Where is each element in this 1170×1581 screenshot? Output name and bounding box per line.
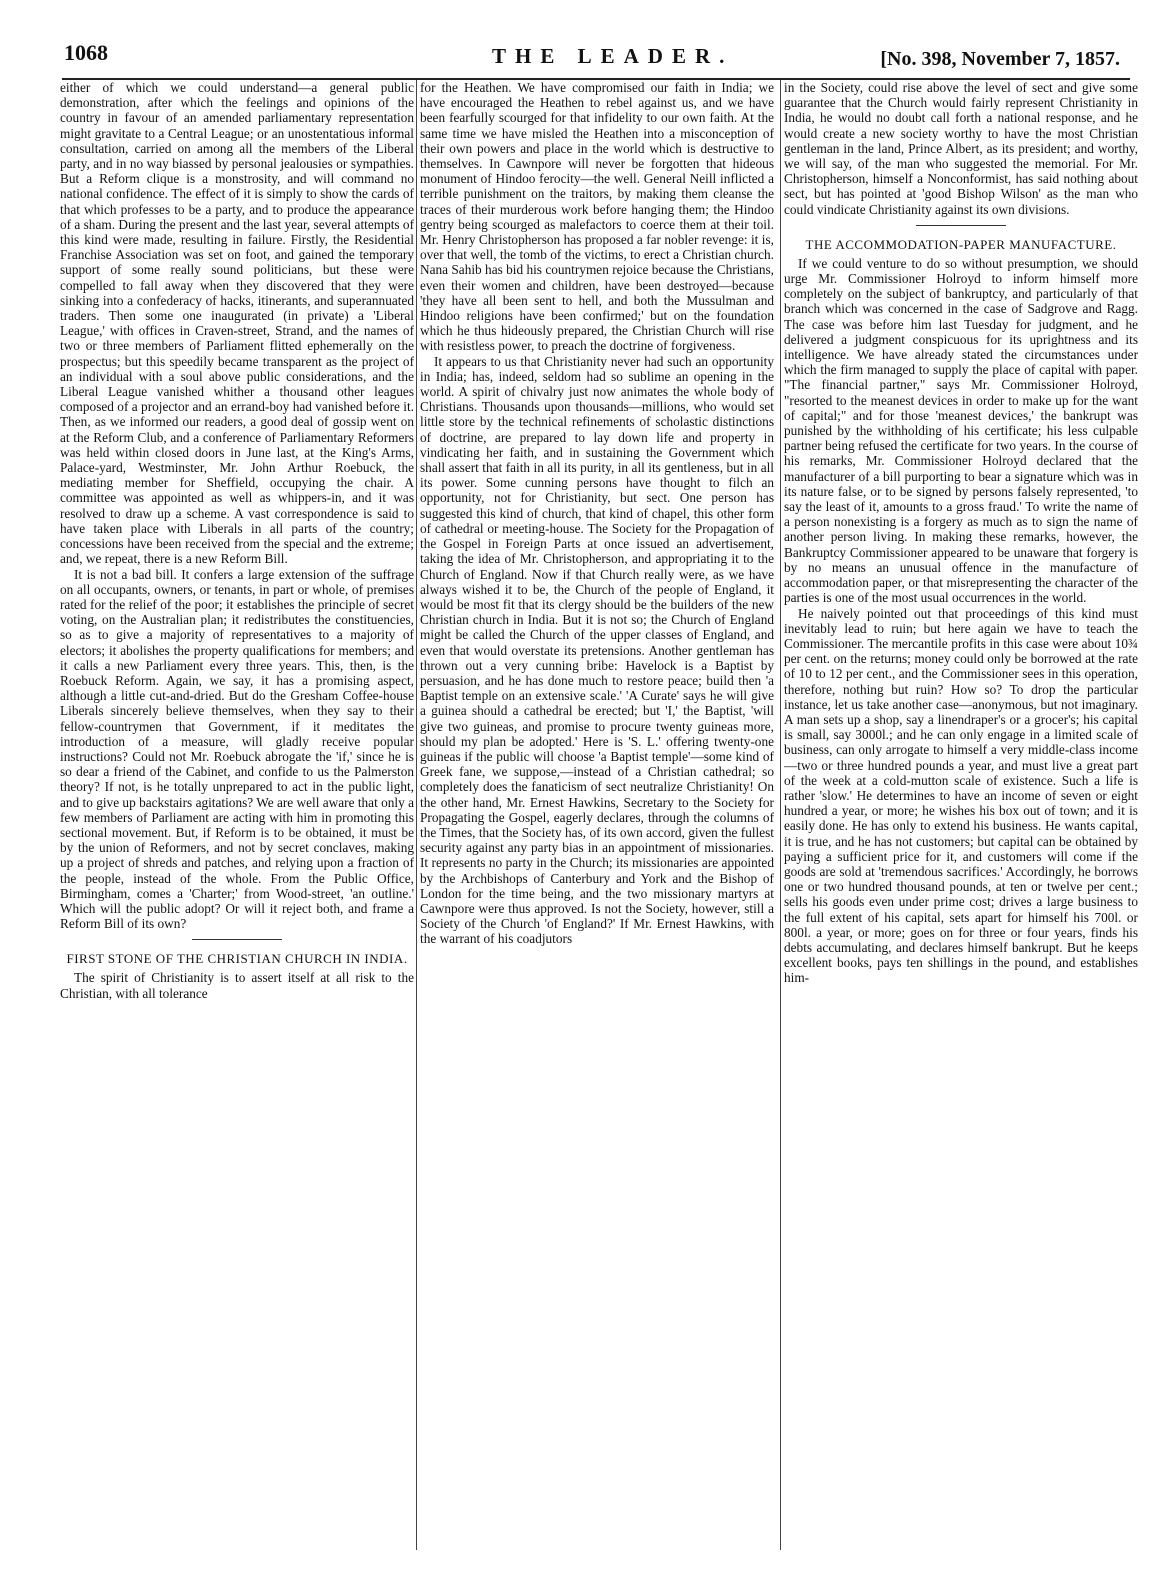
masthead: [62, 40, 1130, 76]
paragraph: either of which we could understand—a general public demonstration, after which the feelings and opinions of the country in favour of an amended parliamentary representation might gravitate to a Central League; or an unostentatious informal consultation, carried on among all the members of the Liberal party, and in no way biassed by personal jealousies or sympathies. But a Reform clique is a monstrosity, and will command no national confidence. The effect of it is simply to show the cards of that which professes to be a party, and to produce the appearance of a sham. During the present and the last year, several attempts of this kind were made, resulting in failure. Firstly, the Residential Franchise Association was set on foot, and gained the temporary support of some really sound politicians, but these were compelled to fall away when they discovered that they were sinking into a confederacy of hacks, itinerants, and superannuated traders. Then some one inaugurated (in private) a 'Liberal League,' with offices in Craven-street, Strand, and the names of two or three members of Parliament flitted ephemerally on the prospectus; but this speedily became transparent as the project of an individual with a soul above public considerations, and the Liberal League vanished whither a thousand other leagues composed of a projector and an errand-boy had vanished before it. Then, as we informed our readers, a good deal of gossip went on at the Reform Club, and a conference of Parliamentary Reformers was held within closed doors in June last, at the King's Arms, Palace-yard, Westminster, Mr. John Arthur Roebuck, the mediating member for Sheffield, occupying the chair. A committee was appointed as well as whippers-in, and it was resolved to draw up a scheme. A vast correspondence is said to have taken place with Liberals in all parts of the country; concessions have been received from the special and the extreme; and, we repeat, there is a new Reform Bill.: [60, 80, 414, 567]
article-heading: THE ACCOMMODATION-PAPER MANUFACTURE.: [805, 236, 1117, 252]
paragraph: It is not a bad bill. It confers a large extension of the suffrage on all occupants, owners, or tenants, in part or whole, of premises rated for the relief of the poor; it establishes the principle of secret voting, on the Australian plan; it redistributes the constituencies, so as to give a majority of representatives to a majority of electors; it abolishes the property qualifications for members; and it calls a new Parliament every three years. This, then, is the Roebuck Reform. Again, we say, it has a promising aspect, although a little cut-and-dried. But do the Gresham Coffee-house Liberals sincerely believe themselves, when they say to their fellow-countrymen that Government, if it meditates the introduction of a measure, will gladly receive popular instructions? Could not Mr. Roebuck abrogate the 'if,' since he is so dear a friend of the Cabinet, and confide to us the Palmerston theory? If not, is he totally unprepared to act in the public light, and to give up backstairs agitations? We are well aware that only a few members of Parliament are acting with him in promoting this sectional movement. But, if Reform is to be obtained, it must be by the union of Reformers, and not by secret conclaves, making up a project of shreds and patches, and relying upon a fraction of the people, instead of the whole. From the Public Office, Birmingham, comes a 'Charter;' from Wood-street, 'an outline.' Which will the public adopt? Or will it reject both, and frame a Reform Bill of its own?: [60, 566, 414, 932]
paragraph: for the Heathen. We have compromised our faith in India; we have encouraged the Heathen to rebel against us, and we have been fearfully scourged for that infidelity to our own faith. At the same time we have misled the Heathen into a misconception of their own powers and place in the world which is destructive to themselves. In Cawnpore will never be forgotten that hideous monument of Hindoo ferocity—the well. General Neill inflicted a terrible punishment on the traitors, by making them cleanse the traces of their murderous work before hanging them; the Hindoo gentry being scourged as malefactors to coerce them at their toil. Mr. Henry Christopherson has proposed a far nobler revenge: it is, over that well, the tomb of the victims, to erect a Christian church. Nana Sahib has bid his countrymen rejoice because the Christians, even their women and children, have been destroyed—because 'they have all been sent to hell, and both the Mussulman and Hindoo religions have been confirmed;' but on the foundation which he thus hideously prepared, the Christian Church will rise with resistless power, to preach the doctrine of forgiveness.: [420, 80, 774, 354]
paragraph: The spirit of Christianity is to assert itself at all risk to the Christian, with all tolerance: [60, 970, 414, 1001]
paragraph: If we could venture to do so without presumption, we should urge Mr. Commissioner Holroyd to inform himself more completely on the subject of bankruptcy, and particularly of that branch which was concerned in the case of Sadgrove and Ragg. The case was before him last Tuesday for judgment, and he delivered a judgment conspicuous for its uprightness and its intelligence. We have already stated the circumstances under which the firm managed to supply the place of capital with paper. "The financial partner," says Mr. Commissioner Holroyd, "resorted to the meanest devices in order to make up for the want of capital;" and for those 'meanest devices,' the bankrupt was punished by the withholding of his certificate; his less culpable partner being refused the certificate for two years. In the course of his remarks, Mr. Commissioner Holroyd declared that the manufacturer of a bill purporting to bear a signature which was in its nature false, or to be signed by persons falsely represented, 'to say the least of it, amounts to a gross fraud.' To write the name of a person nonexisting is a forgery as much as to sign the name of another person living. In making these remarks, however, the Bankruptcy Commissioner appeared to be unaware that forgery is by no means an unusual offence in the manufacture of accommodation paper, or that misrepresenting the character of the parties is one of the most usual occurrences in the world.: [784, 255, 1138, 606]
paragraph: He naively pointed out that proceedings of this kind must inevitably lead to ruin; but here again we have to teach the Commissioner. The mercantile profits in this case were about 10¾ per cent. on the returns; money could only be borrowed at the rate of 10 to 12 per cent., and the Commissioner sees in this operation, therefore, nothing but ruin? How so? To drop the particular instance, let us take another case—anonymous, but not imaginary. A man sets up a shop, say a linendraper's or a grocer's; his capital is small, say 3000l.; and he can only engage in a limited scale of business, can only arrogate to himself a very middle-class income—two or three hundred pounds a year, and must live a great part of the week at a cold-mutton scale of existence. Such a life is rather 'slow.' He determines to have an income of seven or eight hundred a year, or more; he wishes his box out of town; and it is easily done. He has only to extend his business. He wants capital, it is true, and he has not customers; but capital can be obtained by paying a sufficient price for it, and customers will come if the goods are sold at 'tremendous sacrifices.' Accordingly, he borrows one or two hundred thousand pounds, at ten or twelve per cent.; sells his goods even under prime cost; drives a large business to the full extent of his capital, sets apart for himself his 700l. or 800l. a year, or more; goes on for three or four years, finds his debts accumulating, and declares himself bankrupt. But he keeps excellent books, pays ten shillings in the pound, and establishes him-: [784, 605, 1138, 986]
page-number: 1068: [64, 40, 108, 65]
issue-info: [No. 398, November 7, 1857.: [880, 48, 1120, 70]
column-divider: [416, 80, 417, 1550]
column-3: [784, 80, 1138, 1550]
column-1: [60, 80, 414, 1550]
newspaper-title: THE LEADER.: [492, 44, 734, 68]
article-heading: FIRST STONE OF THE CHRISTIAN CHURCH IN INDIA.: [66, 951, 408, 967]
column-2: [420, 80, 774, 1550]
section-separator: [916, 225, 1006, 226]
column-divider: [780, 80, 781, 1550]
paragraph: It appears to us that Christianity never had such an opportunity in India; has, indeed, seldom had so sublime an opening in the world. A spirit of chivalry just now animates the whole body of Christians. Thousands upon thousands—millions, who would set little store by the technical refinements of scholastic distinctions of doctrine, are prepared to lay down life and property in vindicating her faith, and in sustaining the Government which shall assert that faith in all its purity, in all its gentleness, but in all its power. Some cunning persons have thought to filch an opportunity, not for Christianity, but sect. One person has suggested this kind of church, that kind of chapel, this other form of cathedral or meeting-house. The Society for the Propagation of the Gospel in Foreign Parts at once issued an advertisement, taking the idea of Mr. Christopherson, and appropriating it to the Church of England. Now if that Church really were, as we have always wished it to be, the Church of the people of England, it would be most fit that its clergy should be the builders of the new Christian church in India. But it is not so; the Church of England might be called the Church of the upper classes of England, and even that would overstate its pretensions. Another gentleman has thrown out a very cunning bribe: Havelock is a Baptist by persuasion, and he has done much to restore peace; build then 'a Baptist temple on an extensive scale.' 'A Curate' says he will give a guinea should a cathedral be erected; but 'I,' the Baptist, 'will give two guineas, and promise to procure twenty guineas more, should my plan be adopted.' Here is 'S. L.' offering twenty-one guineas if the public will choose 'a Baptist temple'—some kind of Greek fane, we suppose,—instead of a Christian cathedral; so completely does the fanaticism of sect neutralize Christianity! On the other hand, Mr. Ernest Hawkins, Secretary to the Society for Propagating the Gospel, eagerly declares, through the columns of the Times, that the Society has, of its own accord, given the fullest security against any party bias in an appointment of missionaries. It represents no party in the Church; its missionaries are appointed by the Archbishops of Canterbury and York and the Bishop of London for the time being, and the two missionary martyrs at Cawnpore were thus approved. Is not the Society, however, still a Society of the Church 'of England?' If Mr. Ernest Hawkins, with the warrant of his coadjutors: [420, 353, 774, 947]
section-separator: [192, 939, 282, 940]
paragraph: in the Society, could rise above the level of sect and give some guarantee that the Church would fairly represent Christianity in India, he would no doubt call forth a national response, and he would create a new society worthy to have the most Christian gentleman in the land, Prince Albert, as its president; and worthy, we will say, of the man who suggested the memorial. For Mr. Christopherson, himself a Nonconformist, has said nothing about sect, but has pointed at 'good Bishop Wilson' as the man who could vindicate Christianity against its own divisions.: [784, 80, 1138, 217]
